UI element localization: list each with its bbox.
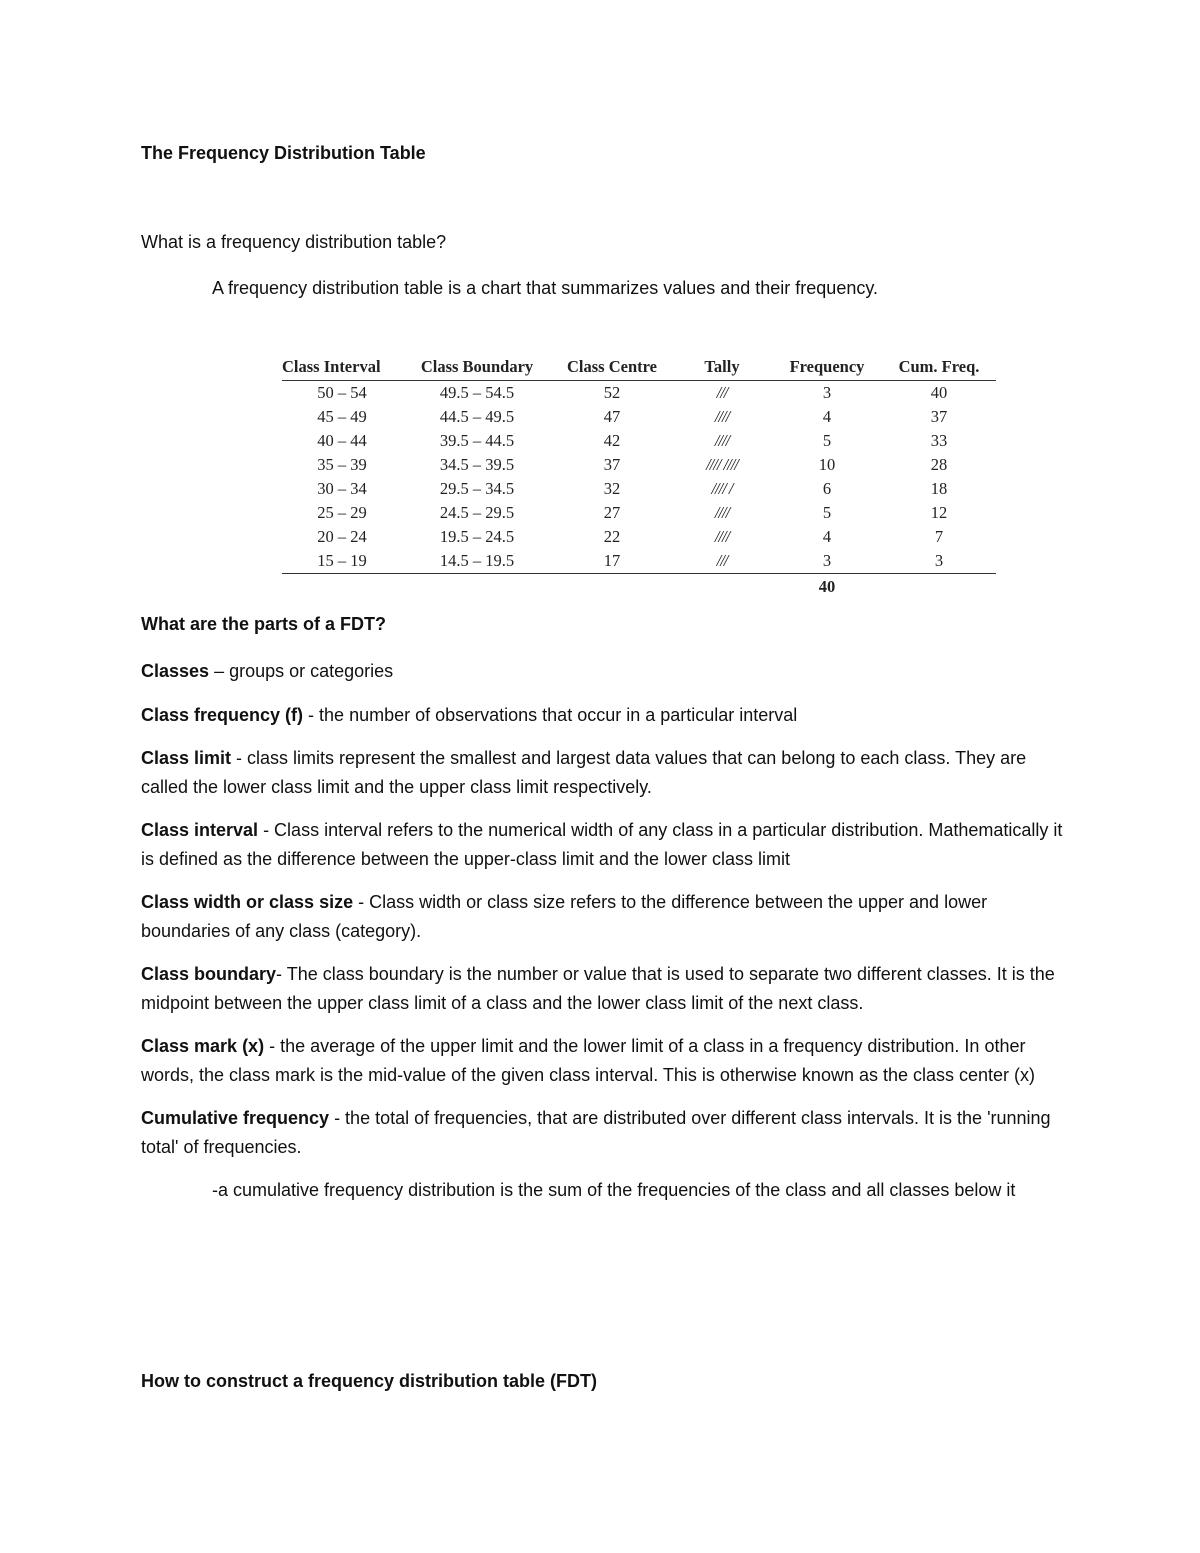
definition-term: Class frequency (f): [141, 704, 304, 725]
definition-text: - class limits represent the smallest and largest data values that can belong to each class. They are called the lower class limit and the upper class limit respectively.: [141, 748, 1027, 797]
cell-class-interval: 30 – 34: [317, 479, 367, 498]
cell-frequency: 6: [822, 479, 832, 498]
cell-class-boundary: 14.5 – 19.5: [402, 549, 552, 574]
table-row: [282, 405, 996, 429]
definition-cumulative-frequency: [141, 1104, 1066, 1161]
page-title: The Frequency Distribution Table: [141, 143, 426, 163]
cell-class-interval: 35 – 39: [317, 455, 367, 474]
cell-class-boundary: 39.5 – 44.5: [439, 431, 515, 450]
header-tally: Tally: [672, 356, 772, 381]
definition-text: - Class width or class size refers to the difference between the upper and lower boundaries of any class (category).: [141, 892, 988, 941]
cell-tally: ///: [716, 383, 728, 402]
definition-text: – groups or categories: [209, 661, 394, 681]
table-row: [282, 429, 996, 453]
cell-tally: ////: [714, 503, 730, 522]
cell-class-boundary: 34.5 – 39.5: [439, 455, 515, 474]
definition-term: Class boundary: [141, 964, 277, 984]
definition-class-width: [141, 888, 1066, 945]
cell-cum-freq: 7: [934, 527, 944, 546]
cell-frequency: 5: [822, 431, 832, 450]
table-row: [282, 525, 996, 549]
frequency-total: 40: [818, 577, 836, 596]
table-row: [282, 477, 996, 501]
cell-frequency: 4: [822, 407, 832, 426]
cell-class-centre: 42: [603, 431, 621, 450]
definition-class-frequency: [141, 701, 1066, 730]
cell-tally: ////: [714, 407, 730, 426]
cell-tally: ///: [672, 549, 772, 574]
parts-heading: What are the parts of a FDT?: [141, 614, 387, 634]
cell-class-boundary: 44.5 – 49.5: [439, 407, 515, 426]
cell-frequency: 10: [818, 455, 836, 474]
definition-class-interval: [141, 816, 1066, 873]
cell-tally: //// /: [711, 479, 733, 498]
cell-class-centre: 52: [603, 383, 621, 402]
definition-classes: [141, 657, 1066, 686]
cell-cum-freq: 12: [930, 503, 948, 522]
table-row: [282, 453, 996, 477]
header-class-centre: Class Centre: [552, 356, 672, 381]
cell-class-boundary: 29.5 – 34.5: [439, 479, 515, 498]
header-class-interval: Class Interval: [282, 356, 402, 381]
cell-class-centre: 27: [603, 503, 621, 522]
definition-class-limit: [141, 744, 1066, 801]
definition-class-mark: [141, 1032, 1066, 1089]
cell-frequency: 5: [822, 503, 832, 522]
definition-term: Class limit: [141, 748, 232, 768]
intro-answer: A frequency distribution table is a chart that summarizes values and their frequency.: [212, 278, 879, 298]
table-row: [282, 549, 996, 574]
definition-term: Class mark (x): [141, 1036, 265, 1056]
definition-term: Cumulative frequency: [141, 1108, 330, 1128]
cell-cum-freq: 18: [930, 479, 948, 498]
cell-class-boundary: 49.5 – 54.5: [439, 383, 515, 402]
table-row: [282, 501, 996, 525]
definitions-list: [141, 657, 1066, 1220]
cell-class-interval: 15 – 19: [282, 549, 402, 574]
cell-frequency: 3: [772, 549, 882, 574]
cell-class-boundary: 19.5 – 24.5: [439, 527, 515, 546]
cell-tally: ////: [714, 527, 730, 546]
cell-frequency: 4: [822, 527, 832, 546]
cell-class-centre: 32: [603, 479, 621, 498]
cell-frequency: 3: [822, 383, 832, 402]
cell-cum-freq: 28: [930, 455, 948, 474]
header-frequency: Frequency: [772, 356, 882, 381]
table-total-row: [282, 574, 996, 601]
definition-text: - The class boundary is the number or value that is used to separate two different classes. It is the midpoint between the upper class limit of a class and the lower class limit of the next class.: [141, 964, 1055, 1013]
cell-class-centre: 47: [603, 407, 621, 426]
definition-term: Class interval: [141, 820, 259, 840]
definition-term: Class width or class size: [141, 892, 354, 912]
cell-class-interval: 25 – 29: [317, 503, 367, 522]
cell-tally: //// ////: [706, 455, 738, 474]
intro-question: What is a frequency distribution table?: [141, 232, 447, 252]
definition-text: - Class interval refers to the numerical width of any class in a particular distribution. Mathematically it is defined as the difference between the upper-class limit and the lower class limit: [141, 820, 1063, 869]
cumulative-note: -a cumulative frequency distribution is the sum of the frequencies of the class and all classes below it: [212, 1180, 1016, 1200]
header-cum-freq: Cum. Freq.: [882, 356, 996, 381]
table-row: [282, 381, 996, 406]
cell-class-interval: 45 – 49: [317, 407, 367, 426]
definition-class-boundary: [141, 960, 1066, 1017]
construct-heading: How to construct a frequency distribution table (FDT): [141, 1371, 598, 1391]
frequency-distribution-table: [282, 356, 996, 600]
table-header-row: [282, 356, 996, 381]
cell-class-centre: 22: [603, 527, 621, 546]
cell-cum-freq: 3: [882, 549, 996, 574]
definition-text: - the number of observations that occur in a particular interval: [303, 704, 798, 725]
cell-class-interval: 40 – 44: [317, 431, 367, 450]
cell-class-boundary: 24.5 – 29.5: [439, 503, 515, 522]
cell-class-centre: 17: [552, 549, 672, 574]
definition-text: - the total of frequencies, that are distributed over different class intervals. It is the 'running total' of frequencies.: [141, 1108, 1051, 1157]
header-class-boundary: Class Boundary: [402, 356, 552, 381]
cell-class-interval: 20 – 24: [317, 527, 367, 546]
cell-cum-freq: 37: [930, 407, 948, 426]
cell-class-centre: 37: [603, 455, 621, 474]
definition-term: Classes: [141, 661, 210, 681]
cell-tally: ////: [714, 431, 730, 450]
cell-cum-freq: 33: [930, 431, 948, 450]
cell-cum-freq: 40: [930, 383, 948, 402]
cell-class-interval: 50 – 54: [317, 383, 367, 402]
definition-text: - the average of the upper limit and the lower limit of a class in a frequency distribution. In other words, the class mark is the mid-value of the given class interval. This is otherwise known as the class center (x): [141, 1036, 1036, 1085]
